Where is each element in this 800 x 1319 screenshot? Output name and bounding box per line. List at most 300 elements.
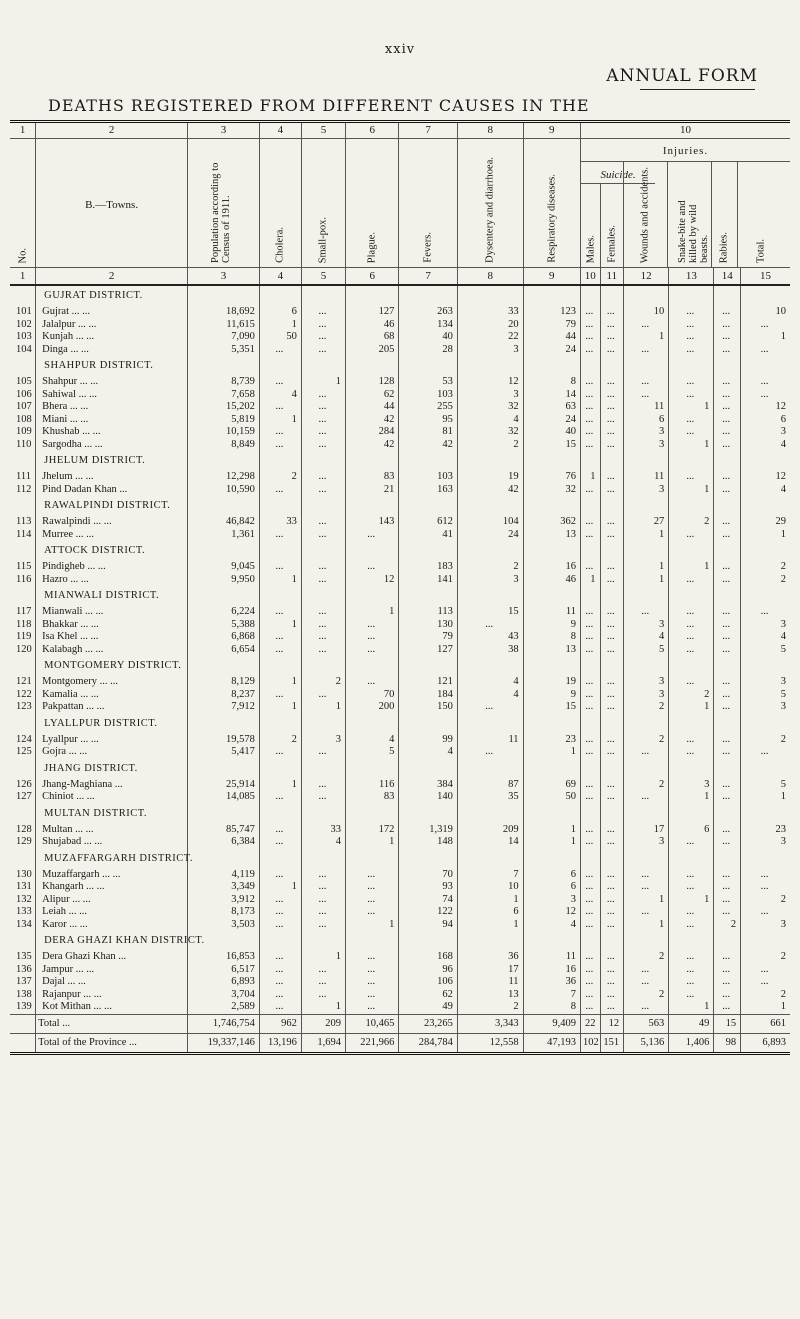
cell-value: 1,319 <box>399 824 457 837</box>
cell-value: 2 <box>624 951 669 964</box>
cell-value: ... <box>669 951 714 964</box>
table-row <box>10 331 790 344</box>
row-number: 122 <box>16 688 32 700</box>
colnum: 2 <box>36 268 188 286</box>
district-spacer <box>457 541 523 561</box>
cell-value: 2 <box>259 471 301 484</box>
cell-value: 2 <box>741 951 790 964</box>
table-row <box>10 701 790 714</box>
cell-value: 1 <box>346 919 399 932</box>
cell-value: 6,893 <box>741 1033 790 1053</box>
cell-value: 2 <box>741 561 790 574</box>
cell-value: ... <box>624 606 669 619</box>
cell-value: 14 <box>523 389 580 402</box>
district-spacer <box>714 804 741 824</box>
district-spacer <box>714 931 741 951</box>
district-spacer <box>523 285 580 306</box>
cell-value: 1 <box>624 919 669 932</box>
district-name: MONTGOMERY DISTRICT. <box>36 656 188 676</box>
cell-value: ... <box>581 561 600 574</box>
district-spacer <box>741 356 790 376</box>
cell-value: ... <box>669 344 714 357</box>
cell-value: 8,849 <box>188 439 260 452</box>
district-heading <box>10 541 790 561</box>
district-spacer <box>457 285 523 306</box>
cell-value: 8,739 <box>188 376 260 389</box>
cell-value: ... <box>259 426 301 439</box>
cell-value: 3 <box>741 676 790 689</box>
cell-value: 3 <box>624 836 669 849</box>
cell-value: ... <box>714 701 741 714</box>
district-spacer <box>346 656 399 676</box>
cell-value: ... <box>600 836 624 849</box>
district-spacer <box>301 496 345 516</box>
cell-value: ... <box>600 676 624 689</box>
cell-value: ... <box>669 574 714 587</box>
district-spacer <box>188 496 260 516</box>
cell-value: 1 <box>741 1001 790 1014</box>
cell-value: ... <box>259 906 301 919</box>
cell-value: 5 <box>741 644 790 657</box>
cell-value: 8 <box>523 631 580 644</box>
cell-value: ... <box>714 746 741 759</box>
cell-value: 8,237 <box>188 689 260 702</box>
cell-value: ... <box>259 989 301 1002</box>
cell-value: 12 <box>741 471 790 484</box>
cell-value: ... <box>714 471 741 484</box>
town-name: Lyallpur ... ... <box>36 734 188 747</box>
cell-value: ... <box>624 1001 669 1014</box>
district-spacer <box>600 541 624 561</box>
colnum: 9 <box>523 268 580 286</box>
cell-value: 19,578 <box>188 734 260 747</box>
cell-value: ... <box>714 676 741 689</box>
cell-value: ... <box>346 894 399 907</box>
cell-value: ... <box>346 619 399 632</box>
district-name: JHANG DISTRICT. <box>36 759 188 779</box>
cell-value: 2 <box>301 676 345 689</box>
cell-value: ... <box>600 989 624 1002</box>
cell-value: 205 <box>346 344 399 357</box>
cell-value: 4 <box>259 389 301 402</box>
district-spacer <box>624 541 669 561</box>
district-spacer <box>188 656 260 676</box>
cell-value: 14,085 <box>188 791 260 804</box>
cell-value: 209 <box>301 1014 345 1033</box>
cell-value: ... <box>301 389 345 402</box>
town-name: Pindigheb ... ... <box>36 561 188 574</box>
cell-value: ... <box>714 319 741 332</box>
cell-value: 8 <box>523 1001 580 1014</box>
cell-value: ... <box>301 619 345 632</box>
cell-value: ... <box>301 779 345 792</box>
cell-value: 95 <box>399 414 457 427</box>
injuries-rule <box>581 161 790 162</box>
cell-value: ... <box>714 964 741 977</box>
district-spacer <box>523 656 580 676</box>
cell-value: 19 <box>523 676 580 689</box>
cell-value: 3 <box>624 439 669 452</box>
district-spacer <box>188 541 260 561</box>
table-row <box>10 779 790 792</box>
header-fevers: Fevers. <box>399 139 457 268</box>
town-name: Pakpattan ... ... <box>36 701 188 714</box>
cell-value: 6 <box>669 824 714 837</box>
colnum: 14 <box>714 268 741 286</box>
district-spacer <box>741 496 790 516</box>
district-heading <box>10 931 790 951</box>
cell-value: 1 <box>457 919 523 932</box>
cell-value: ... <box>600 439 624 452</box>
town-name: Dajal ... ... <box>36 976 188 989</box>
district-spacer <box>399 759 457 779</box>
cell-value: 19 <box>457 471 523 484</box>
district-spacer <box>624 656 669 676</box>
cell-value: ... <box>600 606 624 619</box>
cell-value: 13 <box>457 989 523 1002</box>
cell-value: 121 <box>399 676 457 689</box>
cell-value: 15 <box>714 1014 741 1033</box>
colnum: 7 <box>399 268 457 286</box>
district-spacer <box>457 586 523 606</box>
heading-underline <box>640 89 755 90</box>
district-spacer <box>741 804 790 824</box>
district-spacer <box>457 714 523 734</box>
cell-value: 2 <box>669 516 714 529</box>
div-4 <box>737 161 738 267</box>
row-number: 130 <box>16 868 32 880</box>
cell-value: ... <box>301 976 345 989</box>
row-number: 137 <box>16 976 32 987</box>
district-spacer <box>259 804 301 824</box>
district-spacer <box>669 804 714 824</box>
cell-value: 32 <box>457 401 523 414</box>
colnum: 10 <box>581 268 600 286</box>
cell-value: 140 <box>399 791 457 804</box>
cell-value: 3 <box>741 919 790 932</box>
cell-value: ... <box>259 919 301 932</box>
cell-value: ... <box>600 376 624 389</box>
cell-value: ... <box>741 976 790 989</box>
district-spacer <box>624 931 669 951</box>
cell-value: 151 <box>600 1033 624 1053</box>
cell-value: ... <box>714 791 741 804</box>
cell-value: 42 <box>346 439 399 452</box>
cell-value: ... <box>600 906 624 919</box>
cell-value: ... <box>714 1001 741 1014</box>
cell-value: ... <box>624 389 669 402</box>
cell-value: ... <box>624 881 669 894</box>
cell-value: ... <box>259 606 301 619</box>
cell-value: ... <box>669 319 714 332</box>
cell-value: 5 <box>741 779 790 792</box>
cell-value: 3 <box>669 779 714 792</box>
district-spacer <box>714 656 741 676</box>
cell-value: 127 <box>399 644 457 657</box>
cell-value: 24 <box>523 344 580 357</box>
row-number: 131 <box>16 881 32 892</box>
cell-value: ... <box>600 401 624 414</box>
cell-value: 7 <box>457 869 523 882</box>
town-name: Multan ... ... <box>36 824 188 837</box>
town-name: Khangarh ... ... <box>36 881 188 894</box>
district-heading <box>10 759 790 779</box>
cell-value: 6,654 <box>188 644 260 657</box>
cell-value: 49 <box>399 1001 457 1014</box>
cell-value: ... <box>741 319 790 332</box>
cell-value: 1 <box>259 676 301 689</box>
cell-value: 15 <box>523 439 580 452</box>
header-towns: B.—Towns. <box>36 139 188 268</box>
form-heading: ANNUAL FORM <box>606 66 758 86</box>
row-number: 116 <box>16 573 32 585</box>
table-row <box>10 894 790 907</box>
colnum-top: 5 <box>301 122 345 139</box>
cell-value: ... <box>581 976 600 989</box>
cell-value: 28 <box>399 344 457 357</box>
cell-value: ... <box>669 989 714 1002</box>
header-rabies: Rabies. <box>718 231 730 263</box>
cell-value: ... <box>301 331 345 344</box>
row-number: 128 <box>16 823 32 835</box>
cell-value: 10,159 <box>188 426 260 439</box>
district-spacer <box>399 714 457 734</box>
district-heading <box>10 804 790 824</box>
cell-value: 9 <box>523 619 580 632</box>
header-plague: Plague. <box>346 139 399 268</box>
district-heading <box>10 451 790 471</box>
table-row <box>10 746 790 759</box>
colnum: 4 <box>259 268 301 286</box>
district-spacer <box>523 356 580 376</box>
cell-value: ... <box>581 426 600 439</box>
header-no: No. <box>10 139 36 268</box>
cell-value: ... <box>346 989 399 1002</box>
district-spacer <box>600 804 624 824</box>
cell-value: ... <box>714 331 741 344</box>
cell-value: ... <box>669 836 714 849</box>
cell-value: ... <box>669 376 714 389</box>
district-spacer <box>714 356 741 376</box>
cell-value: ... <box>714 344 741 357</box>
table-row <box>10 484 790 497</box>
cell-value: 103 <box>399 471 457 484</box>
town-name: Jampur ... ... <box>36 964 188 977</box>
column-numbers-top <box>10 122 790 139</box>
district-spacer <box>669 656 714 676</box>
header-respiratory: Respiratory diseases. <box>523 139 580 268</box>
colnum-top: 3 <box>188 122 260 139</box>
cell-value: 7,658 <box>188 389 260 402</box>
cell-value: 1 <box>301 1001 345 1014</box>
town-name: Kunjah ... ... <box>36 331 188 344</box>
cell-value: ... <box>669 426 714 439</box>
district-spacer <box>624 451 669 471</box>
cell-value: 21 <box>346 484 399 497</box>
cell-value: ... <box>581 516 600 529</box>
district-spacer <box>581 285 600 306</box>
table-row <box>10 606 790 619</box>
cell-value: ... <box>301 869 345 882</box>
cell-value: ... <box>581 306 600 319</box>
district-spacer <box>624 804 669 824</box>
row-number: 124 <box>16 733 32 745</box>
cell-value: ... <box>714 619 741 632</box>
district-spacer <box>457 656 523 676</box>
district-spacer <box>714 541 741 561</box>
cell-value: 12,298 <box>188 471 260 484</box>
district-name: LYALLPUR DISTRICT. <box>36 714 188 734</box>
district-spacer <box>581 541 600 561</box>
cell-value: 1 <box>669 1001 714 1014</box>
district-spacer <box>669 849 714 869</box>
town-name: Murree ... ... <box>36 529 188 542</box>
cell-value: 3 <box>301 734 345 747</box>
cell-value: 3 <box>741 836 790 849</box>
cell-value: ... <box>581 676 600 689</box>
cell-value: 4 <box>741 631 790 644</box>
cell-value: ... <box>346 869 399 882</box>
cell-value: ... <box>669 881 714 894</box>
district-spacer <box>259 759 301 779</box>
cell-value: ... <box>301 631 345 644</box>
cell-value: 15,202 <box>188 401 260 414</box>
cell-value: 11 <box>457 734 523 747</box>
district-spacer <box>581 714 600 734</box>
cell-value: ... <box>600 331 624 344</box>
cell-value: ... <box>581 881 600 894</box>
cell-value: 33 <box>457 306 523 319</box>
district-spacer <box>669 285 714 306</box>
cell-value: ... <box>301 414 345 427</box>
district-spacer <box>600 849 624 869</box>
colnum: 1 <box>10 268 36 286</box>
cell-value: ... <box>669 389 714 402</box>
table-row <box>10 989 790 1002</box>
district-spacer <box>669 451 714 471</box>
table-row <box>10 881 790 894</box>
district-spacer <box>188 804 260 824</box>
table-row <box>10 401 790 414</box>
cell-value: ... <box>581 606 600 619</box>
town-name: Bhera ... ... <box>36 401 188 414</box>
district-spacer <box>10 804 36 824</box>
district-spacer <box>523 496 580 516</box>
district-spacer <box>523 451 580 471</box>
cell-value: 184 <box>399 689 457 702</box>
cell-value: 116 <box>346 779 399 792</box>
cell-value: 2 <box>714 919 741 932</box>
cell-value: ... <box>600 689 624 702</box>
cell-value: 1 <box>669 894 714 907</box>
district-spacer <box>10 356 36 376</box>
cell-value: ... <box>600 414 624 427</box>
cell-value: 2 <box>741 574 790 587</box>
cell-value: 612 <box>399 516 457 529</box>
cell-value: ... <box>600 746 624 759</box>
cell-value: 168 <box>399 951 457 964</box>
row-number: 106 <box>16 388 32 400</box>
district-spacer <box>259 849 301 869</box>
district-spacer <box>741 714 790 734</box>
colnum-top: 2 <box>36 122 188 139</box>
district-spacer <box>581 451 600 471</box>
colnum: 8 <box>457 268 523 286</box>
cell-value: 163 <box>399 484 457 497</box>
cell-value: ... <box>346 951 399 964</box>
cell-value: ... <box>600 529 624 542</box>
cell-value: ... <box>581 401 600 414</box>
cell-value: ... <box>600 471 624 484</box>
district-spacer <box>600 656 624 676</box>
cell-value: ... <box>714 644 741 657</box>
district-spacer <box>624 714 669 734</box>
column-numbers <box>10 268 790 286</box>
table-row <box>10 919 790 932</box>
cell-value: ... <box>624 869 669 882</box>
table-row <box>10 529 790 542</box>
row-number: 134 <box>16 918 32 930</box>
cell-value: 10,465 <box>346 1014 399 1033</box>
cell-value: 1 <box>581 574 600 587</box>
cell-value: ... <box>714 529 741 542</box>
cell-value: 85,747 <box>188 824 260 837</box>
cell-value: 6,224 <box>188 606 260 619</box>
div-0 <box>600 183 601 267</box>
cell-value: 3 <box>457 389 523 402</box>
town-name: Jhang-Maghiana ... <box>36 779 188 792</box>
cell-value: ... <box>346 964 399 977</box>
cell-value: ... <box>714 306 741 319</box>
header-row <box>10 139 790 268</box>
cell-value: 4 <box>523 919 580 932</box>
district-spacer <box>10 586 36 606</box>
district-spacer <box>581 586 600 606</box>
cell-value: 12,558 <box>457 1033 523 1053</box>
table-row <box>10 1001 790 1014</box>
district-spacer <box>10 849 36 869</box>
district-spacer <box>188 356 260 376</box>
cell-value: 96 <box>399 964 457 977</box>
district-spacer <box>669 496 714 516</box>
row-number: 136 <box>16 963 32 975</box>
cell-value: ... <box>600 791 624 804</box>
cell-value: 5,136 <box>624 1033 669 1053</box>
cell-value: ... <box>346 906 399 919</box>
cell-value: 1 <box>259 779 301 792</box>
row-number: 119 <box>16 631 32 642</box>
cell-value: 102 <box>581 1033 600 1053</box>
cell-value: ... <box>581 951 600 964</box>
cell-value: 36 <box>457 951 523 964</box>
cell-value: ... <box>600 1001 624 1014</box>
row-number: 125 <box>16 746 32 757</box>
cell-value: ... <box>669 964 714 977</box>
district-spacer <box>457 804 523 824</box>
district-spacer <box>346 451 399 471</box>
district-spacer <box>259 586 301 606</box>
district-spacer <box>399 451 457 471</box>
cell-value: 13 <box>523 529 580 542</box>
town-name: Montgomery ... ... <box>36 676 188 689</box>
cell-value: 4,119 <box>188 869 260 882</box>
cell-value: 14 <box>457 836 523 849</box>
district-heading <box>10 356 790 376</box>
cell-value: 1 <box>259 619 301 632</box>
row-number: 132 <box>16 893 32 905</box>
district-spacer <box>301 586 345 606</box>
cell-value: ... <box>581 529 600 542</box>
